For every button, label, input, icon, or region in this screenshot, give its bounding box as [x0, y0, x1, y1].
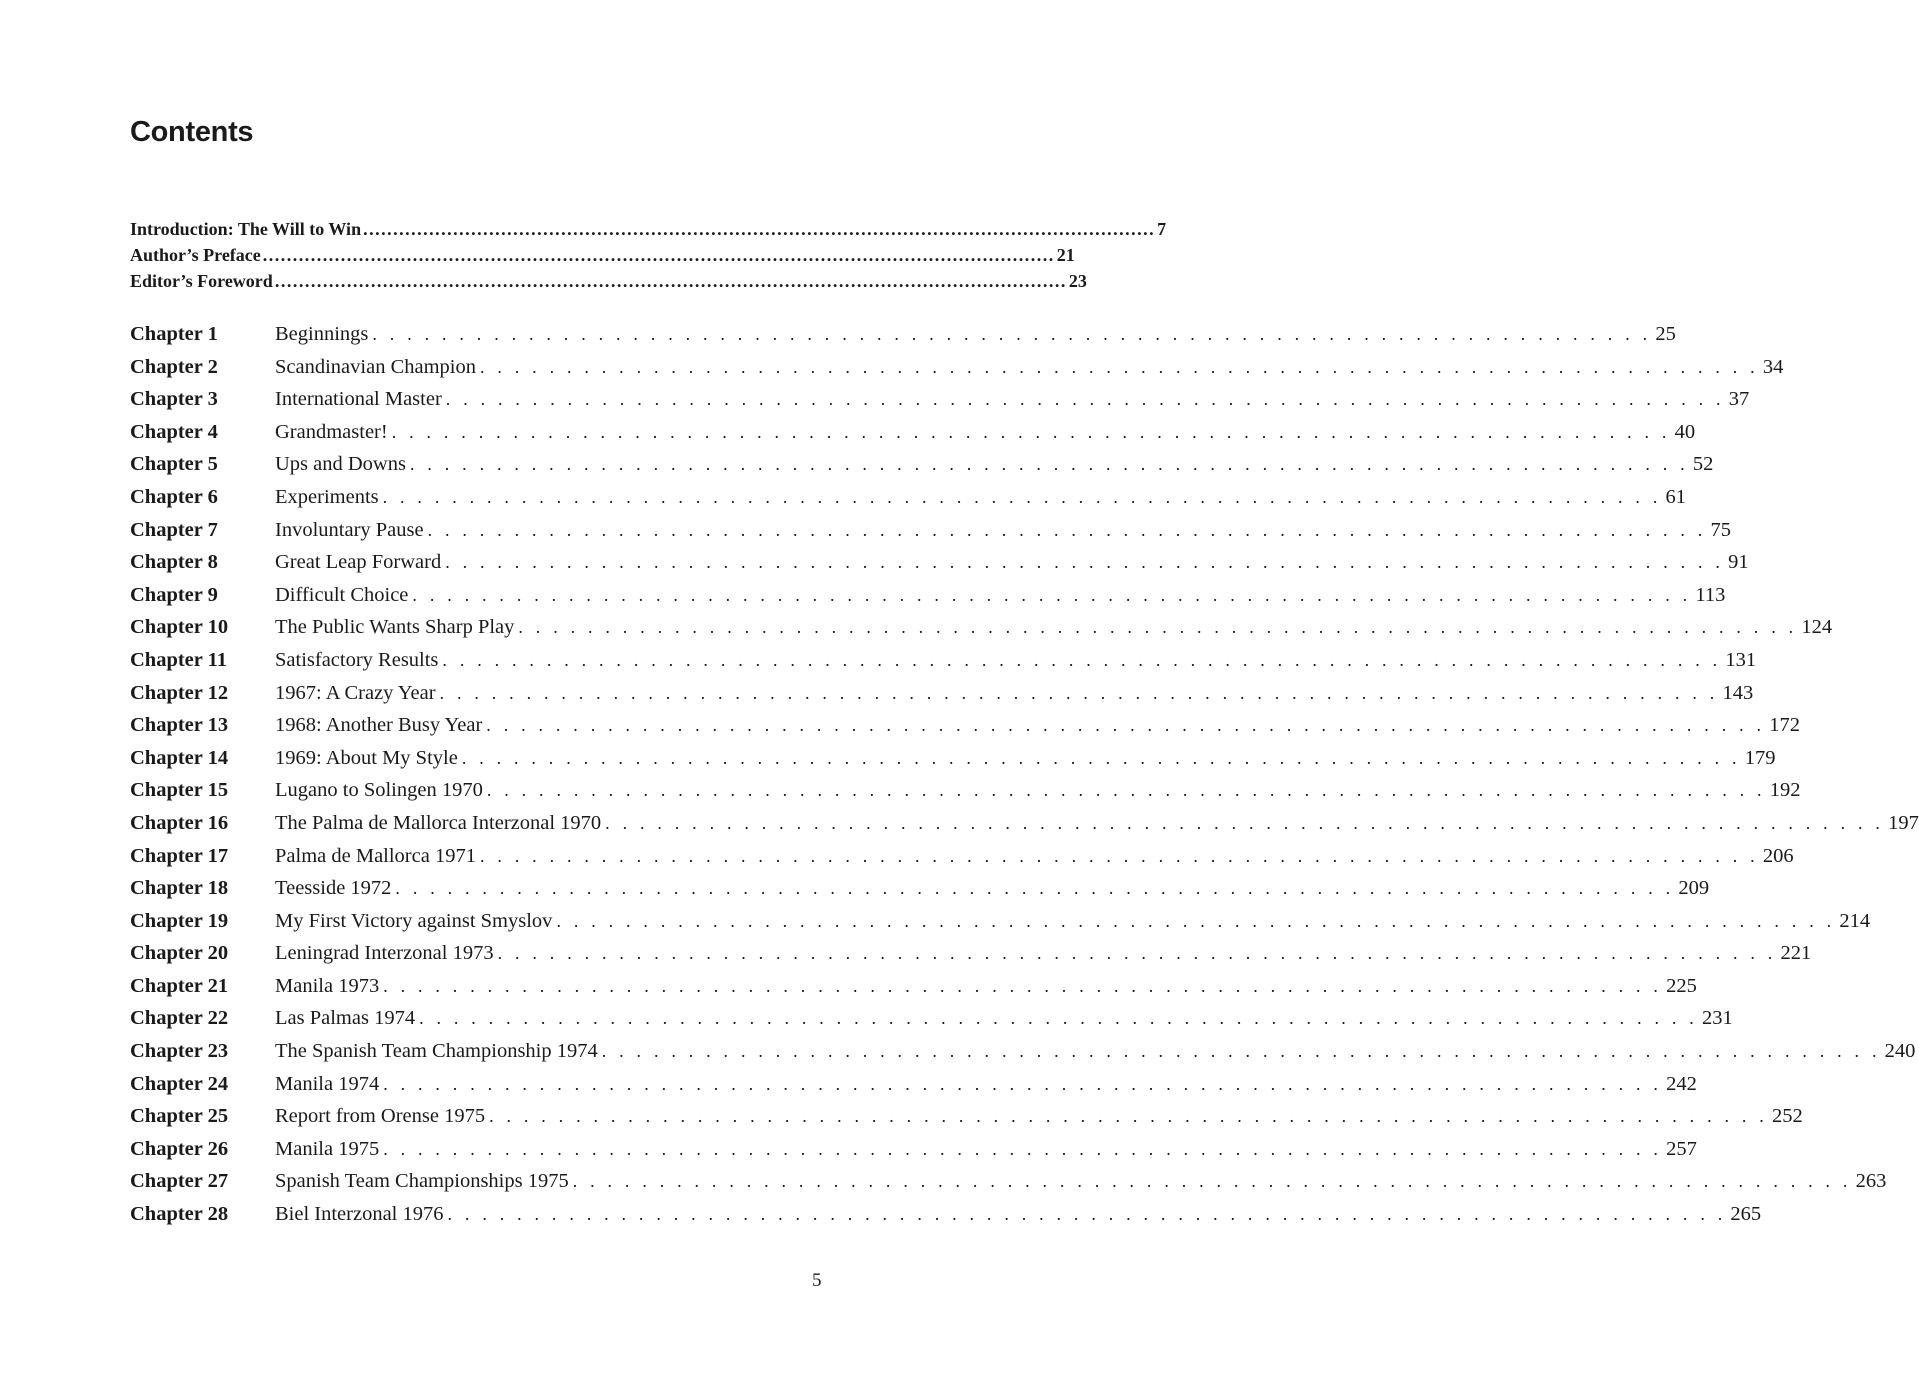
chapter-title: Manila 1975: [275, 1137, 380, 1160]
toc-chapter-row[interactable]: [130, 448, 1714, 481]
toc-front-title: Author’s Preface: [130, 245, 261, 265]
chapter-page: 240: [1884, 1040, 1916, 1063]
toc-chapter-row[interactable]: [130, 351, 1784, 384]
dot-leader: . . . . . . . . . . . . . . . . . . . . . . . . . . . . . . . . . . . . . . . . . . . . . . . . . . . . . . . . . . . . . . . . . . . . . . . . . .: [572, 1171, 1852, 1192]
dot-leader: . . . . . . . . . . . . . . . . . . . . . . . . . . . . . . . . . . . . . . . . . . . . . . . . . . . . . . . . . . . . . . . . . . . . . . . . . .: [497, 943, 1777, 964]
dot-leader: . . . . . . . . . . . . . . . . . . . . . . . . . . . . . . . . . . . . . . . . . . . . . . . . . . . . . . . . . . . . . . . . . . . . . . . . . .: [445, 389, 1725, 410]
chapter-label: Chapter 8: [130, 551, 218, 574]
chapter-title: Scandinavian Champion: [275, 355, 476, 378]
chapter-label: Chapter 17: [130, 844, 229, 867]
toc-chapter-row[interactable]: [130, 807, 1919, 840]
dot-leader: . . . . . . . . . . . . . . . . . . . . . . . . . . . . . . . . . . . . . . . . . . . . . . . . . . . . . . . . . . . . . . . . . . . . . . . . . .: [383, 975, 1663, 996]
chapter-label: Chapter 9: [130, 583, 218, 606]
chapter-label: Chapter 7: [130, 518, 218, 541]
dot-leader: . . . . . . . . . . . . . . . . . . . . . . . . . . . . . . . . . . . . . . . . . . . . . . . . . . . . . . . . . . . . . . . . . . . . . . . . . .: [412, 584, 1692, 605]
toc-chapter-row[interactable]: [130, 514, 1732, 547]
toc-chapter-row[interactable]: [130, 416, 1696, 449]
chapter-label: Chapter 5: [130, 453, 218, 476]
dot-leader: . . . . . . . . . . . . . . . . . . . . . . . . . . . . . . . . . . . . . . . . . . . . . . . . . . . . . . . . . . . . . . . . . . . . . . . . . .: [372, 324, 1652, 344]
dot-leader: ....................................................................................................................................: [363, 219, 1156, 239]
toc-front-title: Introduction: The Will to Win: [130, 219, 362, 239]
toc-chapter-row[interactable]: [130, 383, 1750, 416]
toc-chapter-row[interactable]: [130, 1100, 1803, 1133]
chapter-label: Chapter 24: [130, 1072, 229, 1095]
dot-leader: . . . . . . . . . . . . . . . . . . . . . . . . . . . . . . . . . . . . . . . . . . . . . . . . . . . . . . . . . . . . . . . . . . . . . . . . . .: [442, 649, 1722, 670]
chapter-label: Chapter 14: [130, 746, 229, 769]
chapter-label: Chapter 22: [130, 1007, 229, 1030]
front-matter-list: [130, 216, 1167, 294]
chapter-label: Chapter 2: [130, 355, 218, 378]
dot-leader: . . . . . . . . . . . . . . . . . . . . . . . . . . . . . . . . . . . . . . . . . . . . . . . . . . . . . . . . . . . . . . . . . . . . . . . . . .: [518, 617, 1798, 638]
chapter-label: Chapter 18: [130, 877, 229, 900]
chapter-label: Chapter 12: [130, 681, 229, 704]
chapter-page: 192: [1769, 779, 1801, 802]
chapter-page: 265: [1730, 1203, 1762, 1226]
chapter-page: 231: [1701, 1007, 1733, 1030]
dot-leader: . . . . . . . . . . . . . . . . . . . . . . . . . . . . . . . . . . . . . . . . . . . . . . . . . . . . . . . . . . . . . . . . . . . . . . . . . .: [391, 421, 1671, 442]
chapter-title: Teesside 1972: [275, 877, 392, 900]
chapter-page: 221: [1780, 942, 1812, 965]
chapter-page: 113: [1695, 583, 1726, 606]
chapter-label: Chapter 21: [130, 974, 229, 997]
toc-chapter-row[interactable]: [130, 709, 1800, 742]
chapter-title: Biel Interzonal 1976: [275, 1203, 444, 1226]
dot-leader: . . . . . . . . . . . . . . . . . . . . . . . . . . . . . . . . . . . . . . . . . . . . . . . . . . . . . . . . . . . . . . . . . . . . . . . . . .: [486, 780, 1766, 801]
toc-front-row[interactable]: [130, 216, 1167, 242]
toc-front-page: 7: [1157, 219, 1167, 239]
page-number: 5: [812, 1270, 822, 1291]
toc-chapter-row[interactable]: [130, 644, 1757, 677]
toc-chapter-row[interactable]: [130, 905, 1871, 938]
toc-front-page: 23: [1068, 271, 1087, 291]
chapter-title: The Spanish Team Championship 1974: [275, 1040, 598, 1063]
chapter-title: Las Palmas 1974: [275, 1007, 416, 1030]
dot-leader: . . . . . . . . . . . . . . . . . . . . . . . . . . . . . . . . . . . . . . . . . . . . . . . . . . . . . . . . . . . . . . . . . . . . . . . . . .: [479, 356, 1759, 377]
toc-front-page: 21: [1056, 245, 1075, 265]
chapter-label: Chapter 26: [130, 1137, 229, 1160]
chapter-title: Palma de Mallorca 1971: [275, 844, 476, 867]
toc-chapter-row[interactable]: [130, 1002, 1733, 1035]
toc-chapter-row[interactable]: [130, 937, 1812, 970]
dot-leader: . . . . . . . . . . . . . . . . . . . . . . . . . . . . . . . . . . . . . . . . . . . . . . . . . . . . . . . . . . . . . . . . . . . . . . . . . .: [382, 486, 1662, 507]
toc-chapter-row[interactable]: [130, 546, 1749, 579]
chapter-page: 257: [1666, 1137, 1697, 1160]
dot-leader: . . . . . . . . . . . . . . . . . . . . . . . . . . . . . . . . . . . . . . . . . . . . . . . . . . . . . . . . . . . . . . . . . . . . . . . . . .: [605, 812, 1885, 833]
chapter-page: 91: [1728, 551, 1749, 574]
dot-leader: . . . . . . . . . . . . . . . . . . . . . . . . . . . . . . . . . . . . . . . . . . . . . . . . . . . . . . . . . . . . . . . . . . . . . . . . . .: [427, 519, 1707, 540]
dot-leader: . . . . . . . . . . . . . . . . . . . . . . . . . . . . . . . . . . . . . . . . . . . . . . . . . . . . . . . . . . . . . . . . . . . . . . . . . .: [461, 747, 1741, 768]
dot-leader: . . . . . . . . . . . . . . . . . . . . . . . . . . . . . . . . . . . . . . . . . . . . . . . . . . . . . . . . . . . . . . . . . . . . . . . . . .: [409, 454, 1689, 475]
chapter-page: 206: [1762, 844, 1794, 867]
dot-leader: . . . . . . . . . . . . . . . . . . . . . . . . . . . . . . . . . . . . . . . . . . . . . . . . . . . . . . . . . . . . . . . . . . . . . . . . . .: [383, 1138, 1663, 1159]
toc-chapter-row[interactable]: [130, 579, 1726, 612]
chapter-label: Chapter 11: [130, 648, 228, 671]
chapter-title: Spanish Team Championships 1975: [275, 1170, 569, 1193]
chapter-page: 37: [1728, 388, 1750, 411]
dot-leader: . . . . . . . . . . . . . . . . . . . . . . . . . . . . . . . . . . . . . . . . . . . . . . . . . . . . . . . . . . . . . . . . . . . . . . . . . .: [556, 910, 1836, 931]
dot-leader: . . . . . . . . . . . . . . . . . . . . . . . . . . . . . . . . . . . . . . . . . . . . . . . . . . . . . . . . . . . . . . . . . . . . . . . . . .: [479, 845, 1759, 866]
chapter-title: Manila 1974: [275, 1072, 380, 1095]
dot-leader: . . . . . . . . . . . . . . . . . . . . . . . . . . . . . . . . . . . . . . . . . . . . . . . . . . . . . . . . . . . . . . . . . . . . . . . . . .: [445, 552, 1725, 573]
dot-leader: . . . . . . . . . . . . . . . . . . . . . . . . . . . . . . . . . . . . . . . . . . . . . . . . . . . . . . . . . . . . . . . . . . . . . . . . . .: [601, 1041, 1881, 1062]
chapter-title: Involuntary Pause: [275, 518, 424, 541]
dot-leader: . . . . . . . . . . . . . . . . . . . . . . . . . . . . . . . . . . . . . . . . . . . . . . . . . . . . . . . . . . . . . . . . . . . . . . . . . .: [395, 878, 1675, 899]
chapter-label: Chapter 10: [130, 616, 229, 639]
toc-chapter-row[interactable]: [130, 1198, 1762, 1231]
toc-chapter-row[interactable]: [130, 840, 1794, 873]
chapter-page: 34: [1762, 355, 1784, 378]
chapter-title: Report from Orense 1975: [275, 1105, 486, 1128]
dot-leader: . . . . . . . . . . . . . . . . . . . . . . . . . . . . . . . . . . . . . . . . . . . . . . . . . . . . . . . . . . . . . . . . . . . . . . . . . .: [486, 715, 1766, 736]
dot-leader: . . . . . . . . . . . . . . . . . . . . . . . . . . . . . . . . . . . . . . . . . . . . . . . . . . . . . . . . . . . . . . . . . . . . . . . . . .: [439, 682, 1719, 703]
chapter-label: Chapter 6: [130, 485, 218, 508]
chapter-label: Chapter 4: [130, 420, 218, 443]
chapter-page: 143: [1722, 681, 1754, 704]
chapter-title: Leningrad Interzonal 1973: [275, 942, 494, 965]
toc-chapter-row[interactable]: [130, 677, 1754, 710]
chapter-page: 209: [1678, 877, 1710, 900]
toc-front-row[interactable]: [130, 242, 1075, 268]
chapter-label: Chapter 19: [130, 909, 229, 932]
chapter-page: 25: [1655, 323, 1676, 345]
chapter-label: Chapter 1: [130, 323, 218, 345]
chapter-label: Chapter 13: [130, 714, 229, 737]
dot-leader: . . . . . . . . . . . . . . . . . . . . . . . . . . . . . . . . . . . . . . . . . . . . . . . . . . . . . . . . . . . . . . . . . . . . . . . . . .: [419, 1008, 1698, 1029]
page-title: Contents: [130, 116, 254, 148]
chapter-label: Chapter 25: [130, 1105, 229, 1128]
chapter-list: [130, 318, 1919, 1231]
chapter-label: Chapter 16: [130, 811, 229, 834]
chapter-page: 242: [1666, 1072, 1697, 1095]
chapter-label: Chapter 28: [130, 1203, 229, 1226]
chapter-title: Satisfactory Results: [275, 648, 439, 671]
toc-chapter-row[interactable]: [130, 774, 1801, 807]
chapter-label: Chapter 20: [130, 942, 229, 965]
chapter-page: 225: [1666, 974, 1697, 997]
toc-chapter-row[interactable]: [130, 1133, 1697, 1166]
chapter-page: 252: [1771, 1105, 1803, 1128]
chapter-label: Chapter 23: [130, 1040, 229, 1063]
dot-leader: ....................................................................................................................................: [274, 271, 1067, 291]
chapter-page: 263: [1855, 1170, 1887, 1193]
chapter-title: 1967: A Crazy Year: [275, 681, 436, 704]
chapter-title: Grandmaster!: [275, 420, 388, 443]
chapter-page: 179: [1744, 746, 1776, 769]
chapter-title: Great Leap Forward: [275, 551, 442, 574]
chapter-title: Experiments: [275, 485, 379, 508]
toc-chapter-row[interactable]: [130, 1068, 1697, 1101]
chapter-title: Difficult Choice: [275, 583, 409, 606]
dot-leader: . . . . . . . . . . . . . . . . . . . . . . . . . . . . . . . . . . . . . . . . . . . . . . . . . . . . . . . . . . . . . . . . . . . . . . . . . .: [489, 1106, 1768, 1127]
chapter-page: 61: [1665, 485, 1687, 508]
chapter-title: The Public Wants Sharp Play: [275, 616, 515, 639]
chapter-page: 172: [1769, 714, 1800, 737]
toc-chapter-row[interactable]: [130, 872, 1710, 905]
chapter-title: My First Victory against Smyslov: [275, 909, 553, 932]
toc-chapter-row[interactable]: [130, 318, 1676, 351]
chapter-title: International Master: [275, 388, 442, 411]
chapter-label: Chapter 3: [130, 388, 218, 411]
chapter-title: The Palma de Mallorca Interzonal 1970: [275, 811, 602, 834]
chapter-page: 40: [1674, 420, 1696, 443]
toc-chapter-row[interactable]: [130, 1165, 1887, 1198]
chapter-page: 75: [1710, 518, 1732, 541]
chapter-page: 124: [1801, 616, 1833, 639]
chapter-page: 52: [1692, 453, 1714, 476]
chapter-title: Ups and Downs: [275, 453, 406, 476]
chapter-page: 131: [1725, 648, 1757, 671]
toc-chapter-row[interactable]: [130, 742, 1776, 775]
toc-chapter-row[interactable]: [130, 611, 1833, 644]
toc-chapter-row[interactable]: [130, 1035, 1916, 1068]
chapter-label: Chapter 15: [130, 779, 229, 802]
chapter-title: Beginnings: [275, 323, 369, 345]
chapter-title: Lugano to Solingen 1970: [275, 779, 483, 802]
chapter-label: Chapter 27: [130, 1170, 229, 1193]
chapter-page: 197: [1888, 811, 1919, 834]
chapter-title: 1969: About My Style: [275, 746, 458, 769]
toc-chapter-row[interactable]: [130, 970, 1697, 1003]
dot-leader: . . . . . . . . . . . . . . . . . . . . . . . . . . . . . . . . . . . . . . . . . . . . . . . . . . . . . . . . . . . . . . . . . . . . . . . . . .: [447, 1204, 1727, 1225]
chapter-title: 1968: Another Busy Year: [275, 714, 483, 737]
chapter-title: Manila 1973: [275, 974, 380, 997]
toc-front-title: Editor’s Foreword: [130, 271, 273, 291]
toc-chapter-row[interactable]: [130, 481, 1687, 514]
dot-leader: ....................................................................................................................................: [262, 245, 1055, 265]
dot-leader: . . . . . . . . . . . . . . . . . . . . . . . . . . . . . . . . . . . . . . . . . . . . . . . . . . . . . . . . . . . . . . . . . . . . . . . . . .: [383, 1073, 1663, 1094]
toc-front-row[interactable]: [130, 268, 1087, 294]
chapter-page: 214: [1839, 909, 1871, 932]
